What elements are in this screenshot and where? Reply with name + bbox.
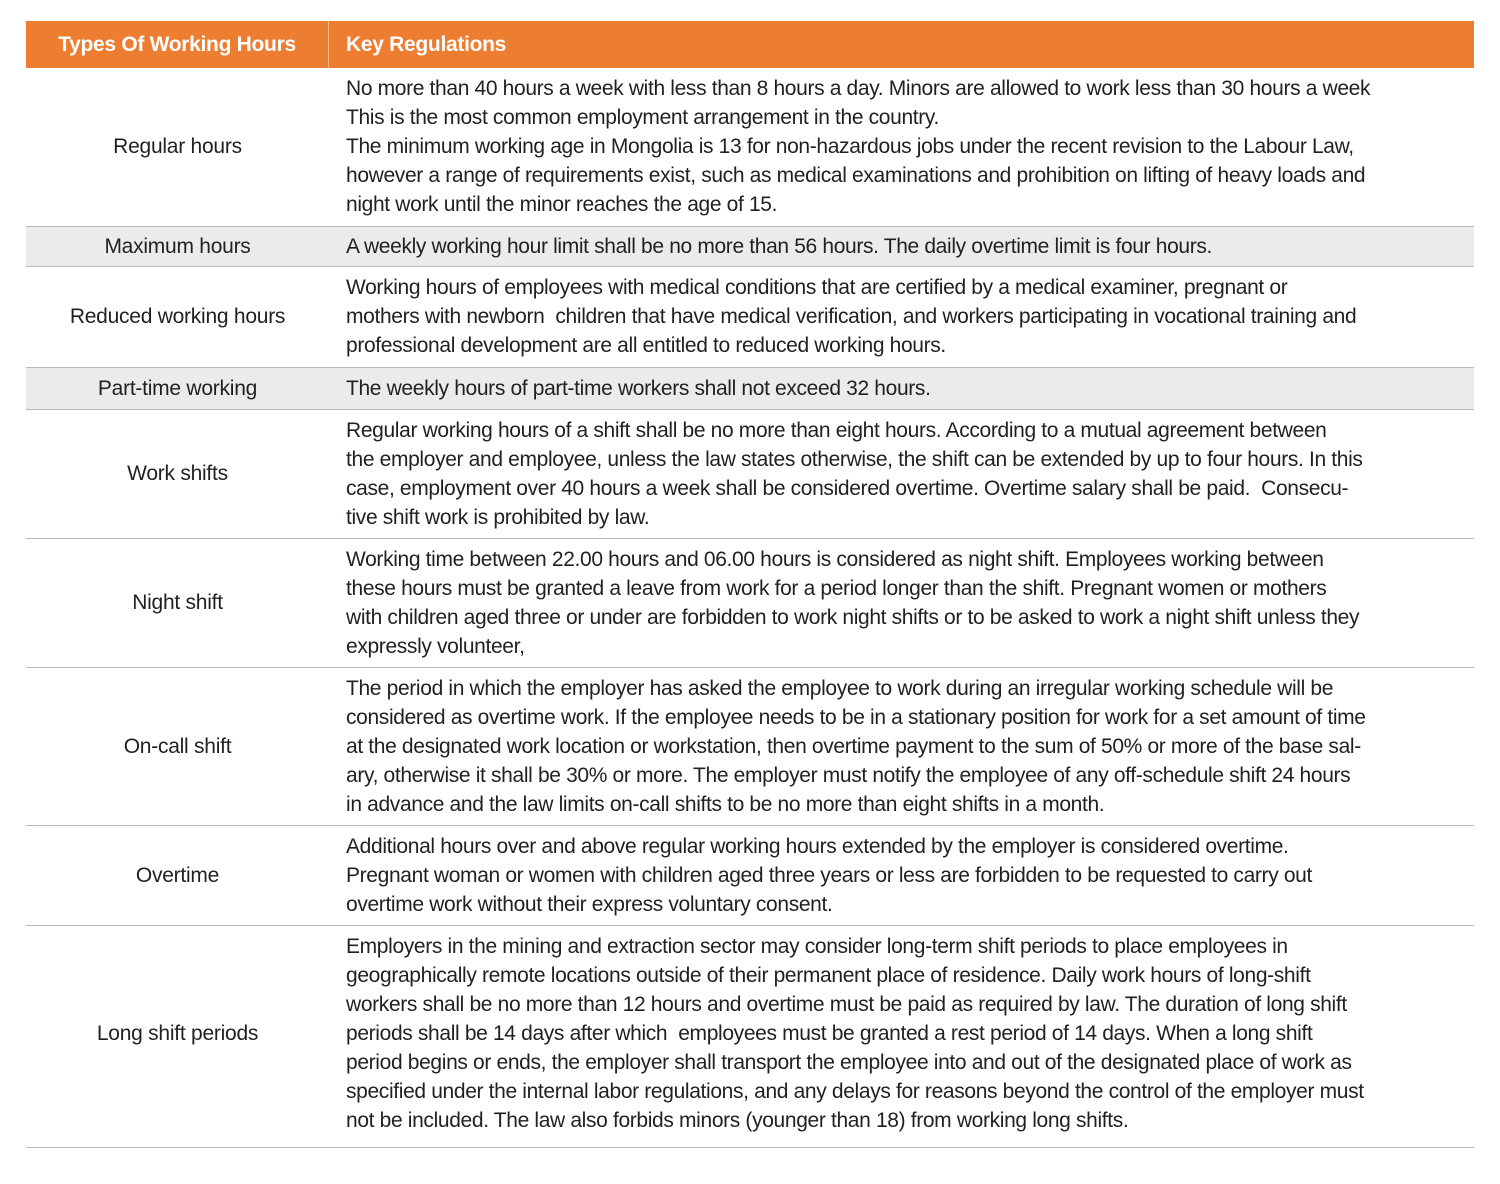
regulation-line: case, employment over 40 hours a week shall be considered overtime. Overtime salary shall be paid. Consecu- [346, 477, 1349, 500]
table-row [26, 368, 1474, 410]
table-row [26, 267, 1474, 368]
working-hours-type: Maximum hours [104, 234, 251, 258]
table-body [26, 68, 1474, 1148]
table-row [26, 926, 1474, 1148]
regulation-line: The minimum working age in Mongolia is 13 for non-hazardous jobs under the recent revision to the Labour Law, [346, 135, 1354, 158]
regulation-line: Employers in the mining and extraction sector may consider long-term shift periods to place employees in [346, 935, 1288, 958]
working-hours-type: Overtime [135, 863, 220, 887]
table-header [26, 21, 1474, 68]
working-hours-type: Regular hours [113, 134, 242, 158]
regulation-line: This is the most common employment arrangement in the country. [346, 106, 940, 129]
key-regulation-text [329, 74, 1474, 219]
regulation-line: in advance and the law limits on-call shifts to be no more than eight shifts in a month. [346, 793, 1105, 816]
working-hours-type: Night shift [132, 591, 223, 614]
regulation-line: however a range of requirements exist, such as medical examinations and prohibition on lifting of heavy loads and [346, 164, 1366, 187]
regulation-line: No more than 40 hours a week with less than 8 hours a day. Minors are allowed to work less than 30 hours a week [346, 77, 1371, 100]
regulation-line: with children aged three or under are forbidden to work night shifts or to be asked to work a night shift unless they [346, 606, 1360, 629]
working-hours-type: Reduced working hours [69, 304, 286, 328]
regulation-line: night work until the minor reaches the age of 15. [346, 193, 778, 216]
regulation-line: mothers with newborn children that have medical verification, and workers participating in vocational training and [346, 305, 1357, 328]
regulation-line: professional development are all entitled to reduced working hours. [346, 334, 946, 357]
regulation-line: periods shall be 14 days after which employees must be granted a rest period of 14 days. When a long shift [346, 1022, 1313, 1045]
regulation-line: specified under the internal labor regulations, and any delays for reasons beyond the control of the employer must [346, 1080, 1364, 1103]
header-key-regulations: Key Regulations [346, 32, 507, 56]
regulation-line: workers shall be no more than 12 hours and overtime must be paid as required by law. The duration of long shift [346, 993, 1347, 1016]
regulation-line: A weekly working hour limit shall be no more than 56 hours. The daily overtime limit is four hours. [346, 235, 1213, 258]
regulation-line: ary, otherwise it shall be 30% or more. The employer must notify the employee of any off-schedule shift 24 hours [346, 764, 1351, 787]
regulation-line: at the designated work location or workstation, then overtime payment to the sum of 50% or more of the base sal- [346, 735, 1361, 758]
regulation-line: not be included. The law also forbids minors (younger than 18) from working long shifts. [346, 1109, 1129, 1132]
key-regulation-text [329, 416, 1474, 532]
working-hours-type: Long shift periods [96, 1021, 259, 1045]
table-row [26, 410, 1474, 539]
table-row [26, 826, 1474, 926]
regulation-line: expressly volunteer, [346, 635, 525, 658]
regulation-line: Working time between 22.00 hours and 06.00 hours is considered as night shift. Employees working between [346, 548, 1324, 571]
working-hours-table [26, 21, 1474, 1148]
regulation-line: Pregnant woman or women with children aged three years or less are forbidden to be requested to carry out [346, 864, 1312, 887]
working-hours-type: Part-time working [97, 376, 258, 400]
regulation-line: geographically remote locations outside of their permanent place of residence. Daily work hours of long-shift [346, 964, 1311, 987]
regulation-line: the employer and employee, unless the law states otherwise, the shift can be extended by up to four hours. In this [346, 448, 1363, 471]
regulation-line: Working hours of employees with medical conditions that are certified by a medical examiner, pregnant or [346, 276, 1288, 299]
key-regulation-text [329, 674, 1474, 819]
working-hours-type: On-call shift [123, 734, 232, 758]
table-row [26, 539, 1474, 668]
key-regulation-text [329, 374, 1474, 403]
regulation-line: tive shift work is prohibited by law. [346, 506, 650, 529]
key-regulation-text [329, 232, 1474, 261]
working-hours-type: Work shifts [127, 462, 228, 485]
table-row [26, 68, 1474, 227]
header-types-of-working-hours: Types Of Working Hours [26, 21, 329, 68]
regulation-line: Regular working hours of a shift shall be no more than eight hours. According to a mutual agreement between [346, 419, 1327, 442]
key-regulation-text [329, 545, 1474, 661]
key-regulation-text [329, 832, 1474, 919]
regulation-line: The period in which the employer has asked the employee to work during an irregular working schedule will be [346, 677, 1334, 700]
regulation-line: these hours must be granted a leave from work for a period longer than the shift. Pregnant women or mothers [346, 577, 1327, 600]
regulation-line: considered as overtime work. If the employee needs to be in a stationary position for work for a set amount of time [346, 706, 1366, 729]
regulation-line: period begins or ends, the employer shall transport the employee into and out of the designated place of work as [346, 1051, 1352, 1074]
table-row [26, 227, 1474, 267]
regulation-line: Additional hours over and above regular working hours extended by the employer is considered overtime. [346, 835, 1289, 858]
regulation-line: overtime work without their express voluntary consent. [346, 893, 833, 916]
key-regulation-text [329, 273, 1474, 360]
regulation-line: The weekly hours of part-time workers shall not exceed 32 hours. [346, 377, 931, 400]
table-row [26, 668, 1474, 826]
key-regulation-text [329, 932, 1474, 1135]
